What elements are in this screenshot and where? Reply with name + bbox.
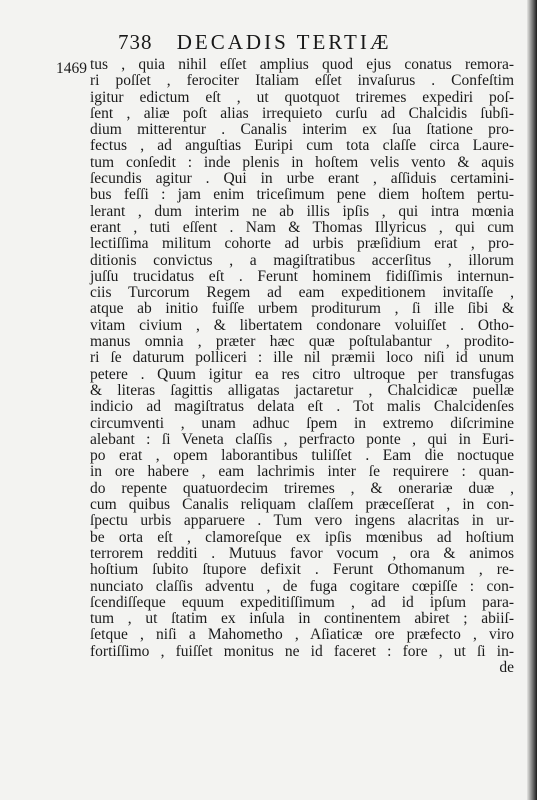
text-line: ciis Turcorum Regem ad eam expeditionem invitaſſe , — [90, 284, 514, 302]
text-line: be orta eſt , clamoreſque ex ipſis mœnibus ad hoſtium — [90, 528, 514, 546]
text-line: ſecundis agitur . Qui in urbe erant , aſſiduis certamini- — [90, 170, 514, 188]
text-line: tum , ut ſtatim ex inſula in continentem abiret ; abiiſ- — [90, 610, 514, 628]
text-line: ſcendiſſeque equum expeditiſſimum , ad id ipſum para- — [90, 593, 514, 611]
text-line: lerant , dum interim ne ab illis ipſis , qui intra mœnia — [90, 202, 514, 220]
text-line: lectiſſima militum cohorte ad urbis præſidium erat , pro- — [90, 235, 514, 253]
text-line: igitur edictum eſt , ut quotquot triremes expediri poſ- — [90, 88, 514, 106]
text-line: de — [499, 658, 514, 676]
margin-year-note: 1469 — [56, 60, 87, 77]
text-line: po erat , opem laborantibus tuliſſet . Eam die noctuque — [90, 447, 514, 465]
text-line: ſpectu urbis apparuere . Tum vero ingens alacritas in ur- — [90, 512, 514, 530]
text-line: fectus , ad anguſtias Euripi cum tota claſſe circa Laure- — [90, 137, 514, 155]
text-line: tum conſedit : inde plenis in hoſtem velis vento & aquis — [90, 153, 514, 171]
running-head: DECADIS TERTIÆ — [176, 30, 392, 54]
text-line: vitam civium , & libertatem condonare voluiſſet . Otho- — [90, 316, 514, 334]
text-line: ri poſſet , ferociter Italiam eſſet invaſurus . Confeſtim — [90, 72, 514, 90]
text-line: juſſu trucidatus eſt . Ferunt hominem fidiſſimis internun- — [90, 267, 514, 285]
text-line: circumventi , unam adhuc ſpem in extremo diſcrimine — [90, 414, 514, 432]
text-line: do repente quatuordecim triremes , & onerariæ duæ , — [90, 479, 514, 497]
text-line: ditionis convictus , a magiſtratibus accerſitus , illorum — [90, 251, 514, 269]
text-line: fortiſſimo , fuiſſet monitus ne id faceret : fore , ut ſi in- — [90, 642, 514, 660]
book-spine-shadow — [527, 0, 537, 800]
text-line: terrorem redditi . Mutuus favor vocum , ora & animos — [90, 544, 514, 562]
body-text — [90, 57, 514, 676]
text-line: bus feſſi : jam enim triceſimum pene diem hoſtem pertu- — [90, 186, 514, 204]
text-line: ſent , aliæ poſt alias irrequieto curſu ad Chalcidis ſubſi- — [90, 104, 514, 122]
text-line: in ore habere , eam lachrimis inter ſe requirere : quan- — [90, 463, 514, 481]
page-number: 738 — [118, 30, 153, 54]
text-line: manus omnia , præter hæc quæ poſtulabantur , prodito- — [90, 333, 514, 351]
text-line: & literas ſagittis alligatas jactaretur , Chalcidicæ puellæ — [90, 381, 514, 399]
text-line: nunciato claſſis adventu , de fuga cogitare cœpiſſe : con- — [90, 577, 514, 595]
text-line: ri ſe daturum polliceri : ille nil præmii loco niſi id unum — [90, 349, 514, 367]
text-line: erant , tuti eſſent . Nam & Thomas Illyricus , qui cum — [90, 218, 514, 236]
text-line: atque ab initio fuiſſe urbem proditurum , ſi ille ſibi & — [90, 300, 514, 318]
text-line: indicio ad magiſtratus delata eſt . Tot malis Chalcidenſes — [90, 398, 514, 416]
text-line: ſetque , niſi a Mahometho , Aſiaticæ ore præfecto , viro — [90, 626, 514, 644]
text-line: petere . Quum igitur ea res citro ultroque per transfugas — [90, 365, 514, 383]
text-line: alebant : ſi Veneta claſſis , perfracto ponte , qui in Euri- — [90, 430, 514, 448]
page-header — [118, 30, 392, 55]
text-line: hoſtium ſubito ſtupore defixit . Ferunt Othomanum , re- — [90, 561, 514, 579]
text-line: dium mitterentur . Canalis interim ex ſua ſtatione pro- — [90, 121, 514, 139]
text-line: cum quibus Canalis reliquam claſſem præceſſerat , in con- — [90, 496, 514, 514]
text-line: tus , quia nihil eſſet amplius quod ejus conatus remora- — [90, 56, 514, 73]
